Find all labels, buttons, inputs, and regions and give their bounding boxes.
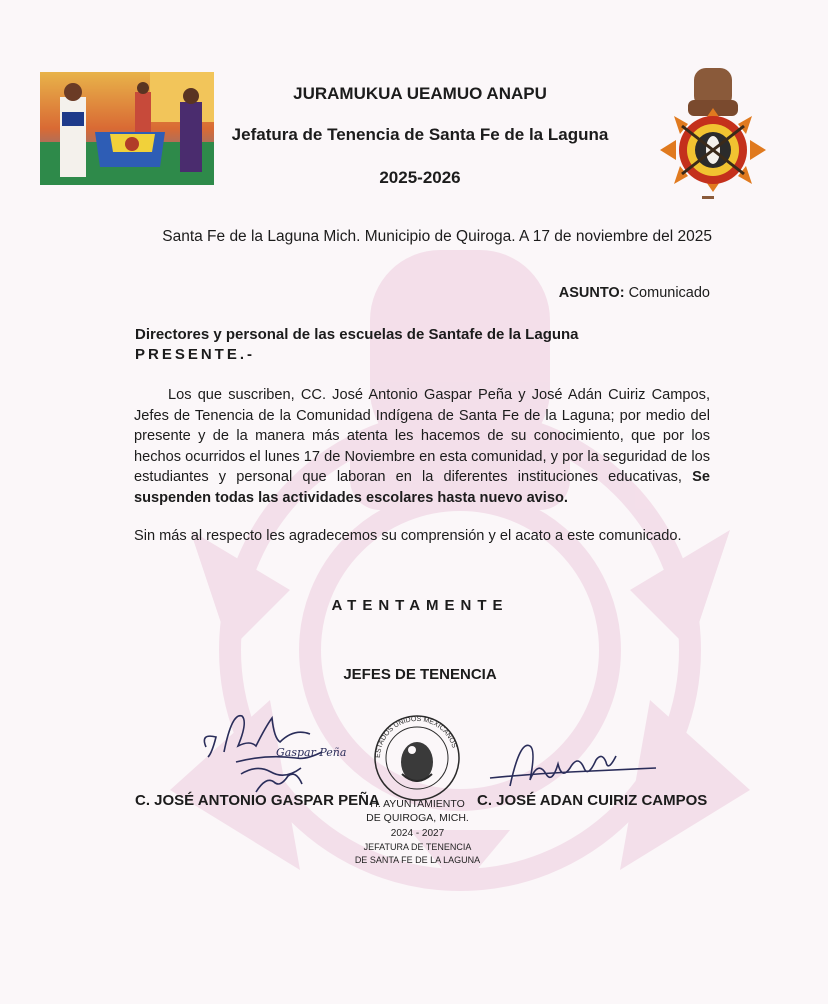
stamp-line-2: DE QUIROGA, MICH. [366,812,469,824]
signature-right-icon [480,738,660,798]
body-paragraph-2: Sin más al respecto les agradecemos su comprensión y el acato a este comunicado. [134,528,682,544]
signer-name-right: C. JOSÉ ADAN CUIRIZ CAMPOS [477,792,708,809]
official-seal-icon [362,712,472,804]
office-title: Jefatura de Tenencia de Santa Fe de la Laguna [231,125,609,144]
subject-line [400,285,710,301]
stamp-line-1: H. AYUNTAMIENTO [370,798,465,810]
org-name: JURAMUKUA UEAMUO ANAPU [293,84,547,103]
presente: PRESENTE.- [135,346,256,363]
body-paragraph-1 [134,385,710,509]
community-emblem-icon [652,66,774,206]
seal-ring-text: ESTADOS UNIDOS MEXICANOS [374,715,458,759]
recipients: Directores y personal de las escuelas de Santafe de la Laguna [135,326,579,343]
body-paragraph-1-text: Los que suscriben, CC. José Antonio Gaspar Peña y José Adán Cuiriz Campos, Jefes de Tenencia de la Comunidad Indígena de Santa Fe de la Laguna; por medio del presente y de la manera más atenta les hacemos de su conocimiento, que por los hechos ocurridos el lunes 17 de Noviembre en esta comunidad, y por la seguridad de los estudiantes y personal que laboran en la diferentes instituciones educativas, [134,387,710,486]
stamp-line-5: DE SANTA FE DE LA LAGUNA [354,855,481,865]
signature-left-icon [196,712,347,794]
header-painting-image [40,72,214,185]
period: 2025-2026 [379,168,461,187]
signers-title: JEFES DE TENENCIA [343,666,497,683]
closing: ATENTAMENTE [331,597,509,614]
stamp-line-4: JEFATURA DE TENENCIA [363,842,472,852]
signer-name-left: C. JOSÉ ANTONIO GASPAR PEÑA [135,792,380,809]
subject-label: ASUNTO: [558,285,625,301]
signature-left-text: Gaspar Peña [276,746,347,759]
stamp-line-3: 2024 - 2027 [390,828,445,839]
dateline: Santa Fe de la Laguna Mich. Municipio de Quiroga. A 17 de noviembre del 2025 [162,228,712,245]
body-paragraph-1-emphasis: Se suspenden todas las actividades escolares hasta nuevo aviso. [134,469,710,506]
subject-value: Comunicado [628,285,710,301]
